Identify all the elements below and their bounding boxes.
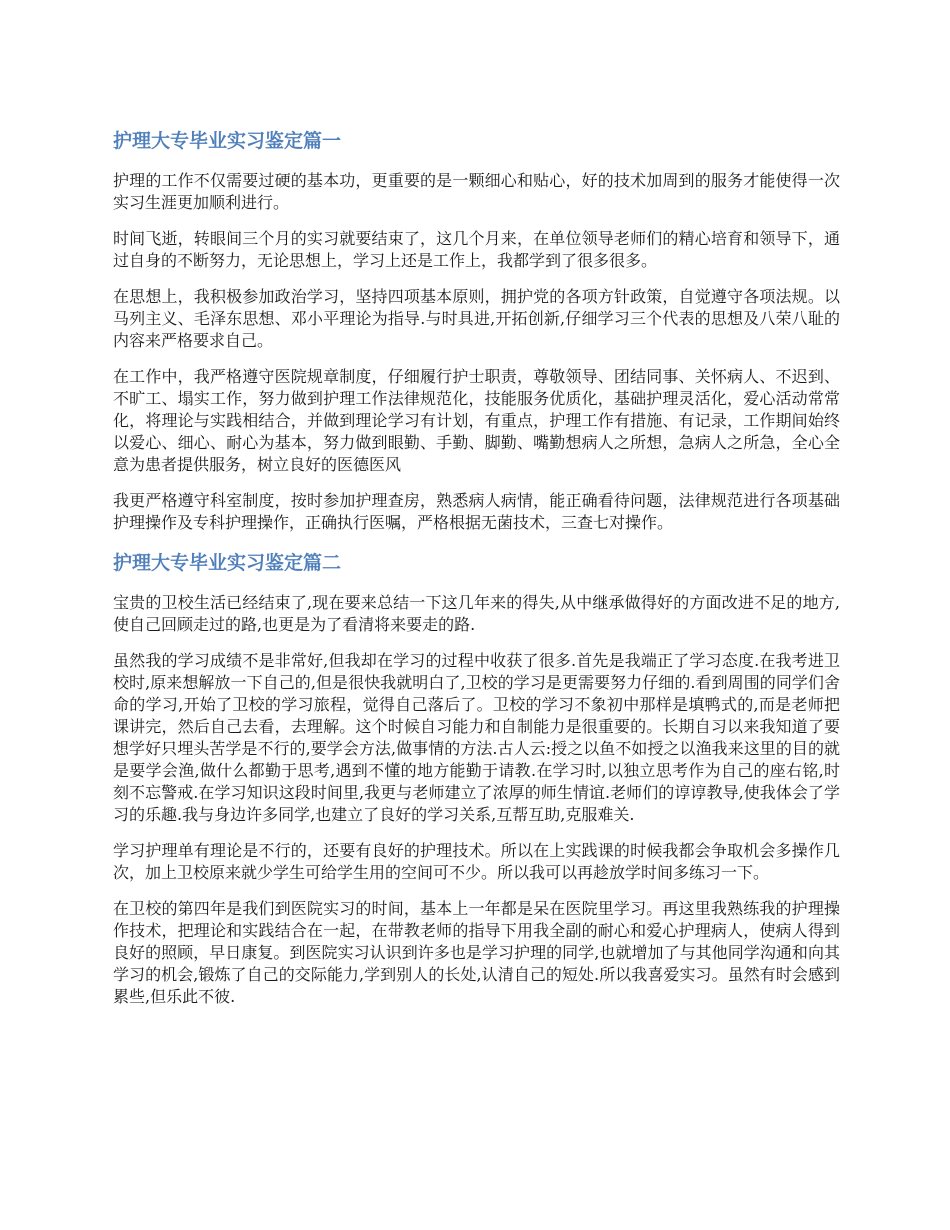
section-title: 护理大专毕业实习鉴定篇二	[113, 552, 342, 574]
paragraph: 护理的工作不仅需要过硬的基本功，更重要的是一颗细心和贴心，好的技术加周到的服务才能使得一次实习生涯更加顺利进行。	[113, 171, 840, 212]
paragraph: 时间飞逝，转眼间三个月的实习就要结束了，这几个月来，在单位领导老师们的精心培育和领导下，通过自身的不断努力，无论思想上，学习上还是工作上，我都学到了很多很多。	[113, 229, 840, 270]
paragraph: 宝贵的卫校生活已经结束了,现在要来总结一下这几年来的得失,从中继承做得好的方面改进不足的地方,使自己回顾走过的路,也更是为了看清将来要走的路.	[113, 593, 840, 634]
paragraph: 在卫校的第四年是我们到医院实习的时间，基本上一年都是呆在医院里学习。再这里我熟练我的护理操作技术，把理论和实践结合在一起，在带教老师的指导下用我全副的耐心和爱心护理病人，使病人得到良好的照顾，早日康复。到医院实习认识到许多也是学习护理的同学,也就增加了与其他同学沟通和向其学习的机会,锻炼了自己的交际能力,学到别人的长处,认清自己的短处.所以我喜爱实习。虽然有时会感到累些,但乐此不彼.	[113, 899, 840, 1006]
paragraph: 我更严格遵守科室制度，按时参加护理查房，熟悉病人病情，能正确看待问题，法律规范进行各项基础护理操作及专科护理操作，正确执行医嘱，严格根据无菌技术，三查七对操作。	[113, 491, 840, 532]
section-title: 护理大专毕业实习鉴定篇一	[113, 130, 342, 152]
section-2	[113, 548, 840, 1008]
paragraph: 在工作中，我严格遵守医院规章制度，仔细履行护士职责，尊敬领导、团结同事、关怀病人、不迟到、不旷工、塌实工作，努力做到护理工作法律规范化，技能服务优质化，基础护理灵活化，爱心活动常常化，将理论与实践相结合，并做到理论学习有计划，有重点，护理工作有措施、有记录，工作期间始终以爱心、细心、耐心为基本，努力做到眼勤、手勤、脚勤、嘴勤想病人之所想，急病人之所急，全心全意为患者提供服务，树立良好的医德医风	[113, 367, 840, 474]
section-1	[113, 126, 840, 534]
document-body	[113, 126, 840, 1022]
paragraph: 在思想上，我积极参加政治学习，坚持四项基本原则，拥护党的各项方针政策，自觉遵守各项法规。以马列主义、毛泽东思想、邓小平理论为指导.与时具进,开拓创新,仔细学习三个代表的思想及八荣八耻的内容来严格要求自己。	[113, 287, 840, 350]
paragraph: 虽然我的学习成绩不是非常好,但我却在学习的过程中收获了很多.首先是我端正了学习态度.在我考进卫校时,原来想解放一下自己的,但是很快我就明白了,卫校的学习是更需要努力仔细的.看到周围的同学们舍命的学习,开始了卫校的学习旅程，觉得自己落后了。卫校的学习不象初中那样是填鸭式的,而是老师把课讲完，然后自己去看，去理解。这个时候自习能力和自制能力是很重要的。长期自习以来我知道了要想学好只埋头苦学是不行的,要学会方法,做事情的方法.古人云:授之以鱼不如授之以渔我来这里的目的就是要学会渔,做什么都勤于思考,遇到不懂的地方能勤于请教.在学习时,以独立思考作为自己的座右铭,时刻不忘警戒.在学习知识这段时间里,我更与老师建立了浓厚的师生情谊.老师们的谆谆教导,使我体会了学习的乐趣.我与身边许多同学,也建立了良好的学习关系,互帮互助,克服难关.	[113, 651, 840, 824]
paragraph: 学习护理单有理论是不行的，还要有良好的护理技术。所以在上实践课的时候我都会争取机会多操作几次，加上卫校原来就少学生可给学生用的空间可不少。所以我可以再趁放学时间多练习一下。	[113, 841, 840, 882]
